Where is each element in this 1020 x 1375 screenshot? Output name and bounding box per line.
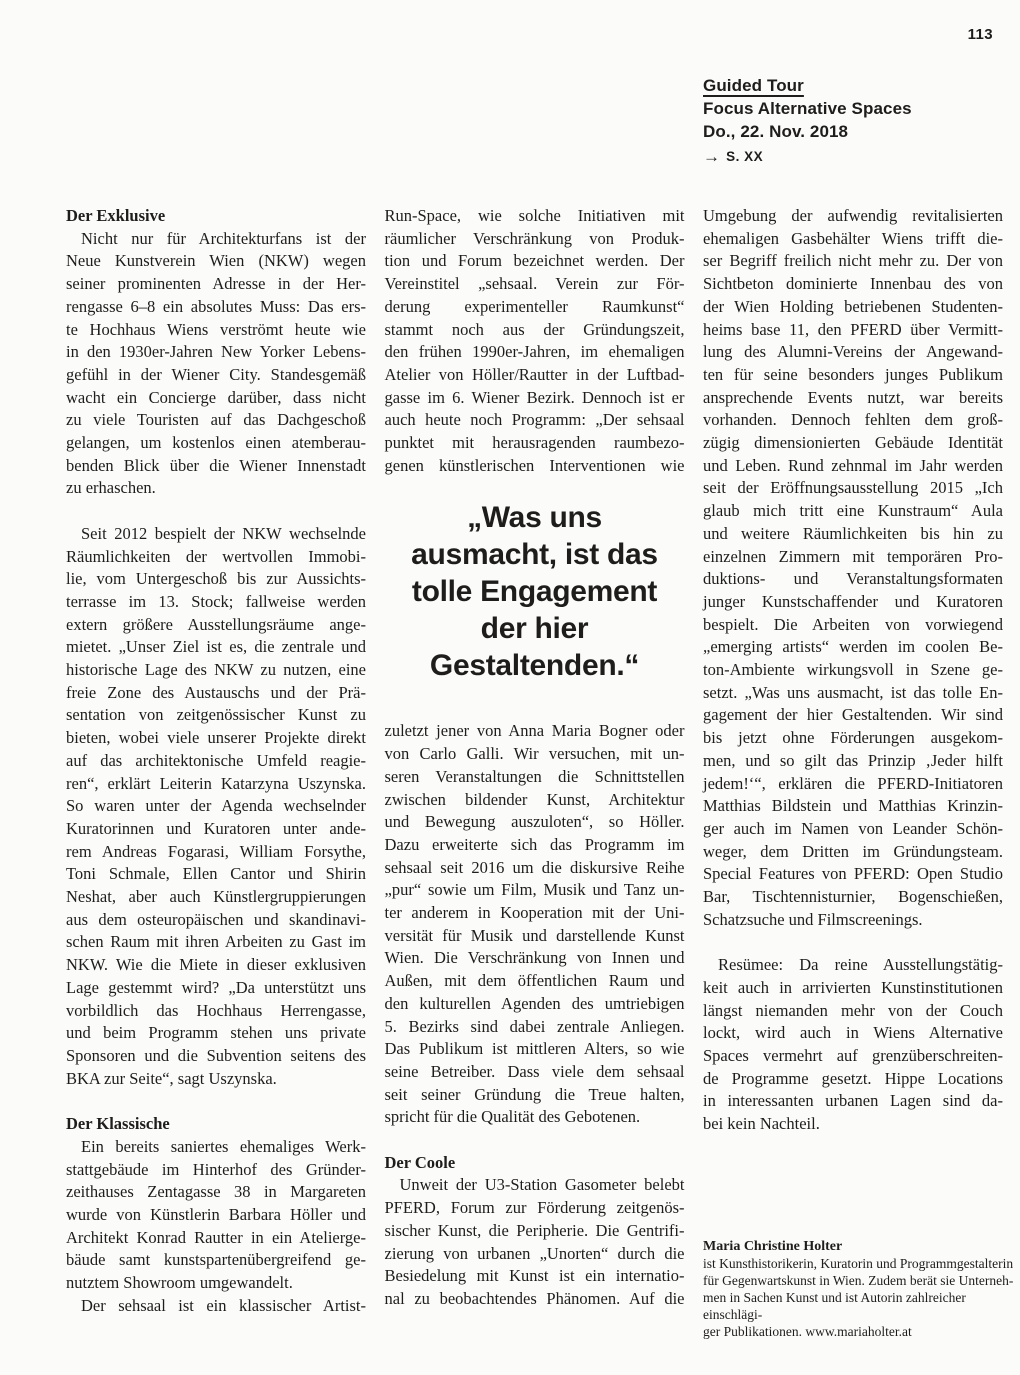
- text-line: von Carlo Galli. Wir versuchen, mit un-: [384, 744, 685, 764]
- paragraph-gap: [66, 1090, 366, 1113]
- text-line: Wien. Die Verschränkung von Innen und: [384, 948, 685, 968]
- text-line: Der sehsaal ist ein klassischer Artist-: [81, 1295, 366, 1315]
- text-line: und beim Programm stehen uns private: [66, 1023, 366, 1043]
- text-line: Nicht nur für Architekturfans ist der: [81, 228, 366, 248]
- text-line: vorhanden. Dennoch fehlten dem groß-: [703, 410, 1003, 430]
- text-line: Neshat, aber auch Künstlergruppierungen: [66, 887, 366, 907]
- text-line: setzt. „Was uns ausmacht, ist das tolle En-: [703, 682, 1003, 702]
- author-name: Maria Christine Holter: [703, 1239, 843, 1254]
- text-line: Toni Schmale, Ellen Cantor und Shirin: [66, 864, 366, 884]
- article-body: [66, 205, 1004, 1317]
- text-line: ansprechende Events nutzt, war bereits: [703, 387, 1003, 407]
- event-subtitle: Focus Alternative Spaces: [703, 99, 912, 118]
- page-reference: [703, 145, 912, 168]
- text-line: ren“, erklärt Leiterin Katarzyna Uszynska.: [66, 773, 366, 793]
- text-line: keit auch in arrivierten Kunstinstitutionen: [703, 977, 1003, 997]
- text-line: räumlicher Verschränkung von Produk-: [384, 228, 685, 248]
- text-line: Lage gestemmt wird? „Da unterstützt uns: [66, 977, 366, 997]
- text-line: Umgebung der aufwendig revitalisierten: [703, 206, 1003, 225]
- paragraph-gap: [703, 932, 1003, 955]
- text-line: in interessanten urbanen Lagen sind da-: [703, 1091, 1003, 1111]
- event-date: Do., 22. Nov. 2018: [703, 122, 849, 141]
- text-line: gefühl in der Wiener City. Standesgemäß: [66, 364, 366, 384]
- text-line: Bar, Tischtennisturnier, Bogenschießen,: [703, 887, 1003, 907]
- author-bio: [703, 1238, 1018, 1340]
- author-bio-text: [703, 1255, 1018, 1340]
- text-line: Außen, mit dem öffentlichen Raum und: [384, 971, 685, 991]
- text-line: auch heute noch Programm: „Der sehsaal: [384, 410, 685, 430]
- text-line: Räumlichkeiten der wertvollen Immobi-: [66, 546, 366, 566]
- text-line: freie Zone des Austauschs und der Prä-: [66, 682, 366, 702]
- text-line: 5. Bezirks sind dabei zentrale Anliegen.: [384, 1016, 685, 1036]
- text-line: derung experimenteller Raumkunst“: [384, 296, 685, 316]
- text-line: ehemaligen Gasbehälter Wiens trifft die-: [703, 228, 1003, 248]
- text-line: den frühen 1990er-Jahren, im ehemaligen: [384, 342, 685, 362]
- text-line: seine Betreiber. Dass viele dem sehsaal: [384, 1061, 685, 1081]
- text-line: bäude samt kunstspartenübergreifend ge-: [66, 1250, 366, 1270]
- text-line: Special Features von PFERD: Open Studio: [703, 864, 1003, 884]
- arrow-right-icon: →: [703, 147, 721, 166]
- text-line: rem Andreas Fogarasi, William Forsythe,: [66, 841, 366, 861]
- text-line: und Bewegung auszuloten“, so Höller.: [384, 812, 685, 832]
- event-header: [703, 74, 912, 168]
- text-line: nutztem Showroom umgewandelt.: [66, 1273, 293, 1293]
- text-line: glaub mich tritt eine Kunstraum“ Aula: [703, 501, 1003, 521]
- text-line: So waren unter der Agenda wechselnder: [66, 796, 366, 816]
- paragraph-gap: [385, 1129, 685, 1152]
- text-line: nal zu beobachtendes Phänomen. Auf die: [384, 1289, 685, 1308]
- text-line: heims base 11, den PFERD über Vermitt-: [703, 319, 1003, 339]
- text-line: gasse im 6. Wiener Bezirk. Dennoch ist er: [384, 387, 685, 407]
- text-line: Run-Space, wie solche Initiativen mit: [384, 206, 685, 225]
- text-line: Dazu erweiterte sich das Programm im: [384, 834, 685, 854]
- text-line: ter anderem in Kooperation mit der Uni-: [384, 903, 685, 923]
- text-line: Spaces vermehrt auf grenzüberschreiten-: [703, 1046, 1003, 1065]
- text-line: sehsaal seit 2016 um die diskursive Reihe: [384, 857, 685, 877]
- section-heading: Der Coole: [384, 1152, 456, 1172]
- text-line: auf das architektonische Umfeld reagie-: [66, 750, 366, 770]
- text-line: vorbildlich das Hochhaus Herrengasse,: [66, 1000, 366, 1020]
- text-line: längst niemanden mehr von der Couch: [703, 1000, 1003, 1020]
- text-line: genen künstlerischen Interventionen wie: [384, 455, 685, 475]
- author-bio-line: ger Publikationen. www.mariaholter.at: [703, 1324, 912, 1339]
- text-line: Kuratorinnen und Kuratoren unter ande-: [66, 818, 366, 838]
- text-line: NKW. Wie die Miete in dieser exklusiven: [66, 955, 366, 975]
- text-line: Neue Kunstverein Wien (NKW) wegen: [66, 251, 366, 271]
- column-1: [66, 205, 366, 1317]
- text-line: zuletzt jener von Anna Maria Bogner oder: [384, 721, 685, 741]
- text-line: stattgebäude im Hinterhof des Gründer-: [66, 1159, 366, 1179]
- text-line: in den 1930er-Jahren New Yorker Lebens-: [66, 342, 366, 362]
- text-line: der Wien Holding betriebenen Studenten-: [703, 296, 1003, 316]
- text-line: Schatzsuche und Filmscreenings.: [703, 909, 923, 929]
- text-line: Matthias Bildstein und Matthias Krinzin-: [703, 796, 1003, 816]
- pull-quote: [385, 499, 685, 684]
- text-line: wacht ein Concierge darüber, dass nicht: [66, 387, 366, 407]
- text-line: wurde von Künstlerin Barbara Höller und: [66, 1204, 366, 1224]
- text-line: gelangen, um kostenlos einen atemberau-: [66, 433, 366, 453]
- pull-quote-line: ausmacht, ist das: [411, 538, 658, 572]
- pull-quote-line: Gestaltenden.“: [429, 649, 640, 683]
- text-line: jedem!‘“, erklären die PFERD-Initiatoren: [703, 773, 1003, 793]
- section-heading: Der Exklusive: [66, 206, 166, 225]
- text-line: und Leben. Rund zehnmal im Jahr werden: [703, 455, 1003, 475]
- text-line: punktet mit herausragenden raumbezo-: [384, 433, 685, 453]
- text-line: Sichtbeton dominierte Innenbau des von: [703, 274, 1003, 294]
- text-line: sischer Kunst, die Peripherie. Die Gentrifi-: [384, 1220, 685, 1240]
- page-reference-label: S. XX: [726, 149, 764, 164]
- text-line: duktions- und Veranstaltungsformaten: [703, 569, 1003, 589]
- text-line: benden Blick über die Wiener Innenstadt: [66, 455, 366, 475]
- column-2: [385, 205, 685, 1317]
- text-line: „emerging artists“ werden im coolen Be-: [703, 637, 1003, 657]
- text-line: „pur“ sowie um Film, Musik und Tanz un-: [384, 880, 685, 900]
- text-line: PFERD, Forum zur Förderung zeitgenös-: [384, 1198, 685, 1218]
- text-line: ton-Ambiente wirkungsvoll in Szene ge-: [703, 660, 1003, 680]
- section-heading: Der Klassische: [66, 1114, 170, 1134]
- text-line: einzelnen Zimmern mit temporären Pro-: [703, 546, 1003, 566]
- author-bio-line: für Gegenwartskunst in Wien. Zudem berät sie Unterneh-: [703, 1273, 1014, 1288]
- text-line: de Programme gesetzt. Hippe Locations: [703, 1068, 1003, 1088]
- text-line: Architekt Konrad Rautter in ein Atelierge-: [66, 1227, 366, 1247]
- text-line: Ein bereits saniertes ehemaliges Werk-: [81, 1136, 366, 1156]
- text-line: bei kein Nachteil.: [703, 1114, 820, 1134]
- text-line: spricht für die Qualität des Gebotenen.: [384, 1107, 641, 1127]
- text-line: rengasse 6–8 ein absolutes Muss: Das ers-: [66, 296, 366, 316]
- text-line: seiner prominenten Adresse in der Her-: [66, 274, 366, 294]
- pull-quote-line: der hier: [480, 612, 589, 646]
- text-line: bespielt. Die Arbeiten von vorwiegend: [703, 614, 1003, 634]
- text-line: Unweit der U3-Station Gasometer belebt: [399, 1175, 685, 1195]
- pull-quote-line: tolle Engagement: [411, 575, 658, 609]
- text-line: zu erhaschen.: [66, 478, 156, 498]
- text-line: junger Kunstschaffender und Kuratoren: [703, 591, 1003, 611]
- text-line: extern größere Ausstellungsräume ange-: [66, 614, 366, 634]
- text-line: bieten, wobei viele unserer Projekte direkt: [66, 728, 366, 748]
- pull-quote-line: „Was uns: [467, 501, 602, 535]
- text-line: bis jetzt ohne Förderungen ausgekom-: [703, 728, 1003, 748]
- text-line: lung des Alumni-Vereins der Angewand-: [703, 342, 1003, 362]
- paragraph-gap: [66, 500, 366, 523]
- text-line: weger, dem Dritten im Gründungsteam.: [703, 841, 1003, 861]
- text-line: zügig dimensionierten Gebäude Identität: [703, 433, 1003, 453]
- event-title: Guided Tour: [703, 76, 804, 95]
- text-line: gagement der hier Gestaltenden. Wir sind: [703, 705, 1003, 725]
- text-line: BKA zur Seite“, sagt Uszynska.: [66, 1068, 277, 1088]
- text-line: ger auch im Namen von Leander Schön-: [703, 818, 1003, 838]
- author-bio-line: ist Kunsthistorikerin, Kuratorin und Programmgestalterin: [703, 1256, 1014, 1271]
- text-line: terrasse im 13. Stock; fallweise werden: [66, 591, 366, 611]
- text-line: schen Raum mit ihren Arbeiten zu Gast im: [66, 932, 366, 952]
- text-line: Das Publikum ist mittleren Alters, so wie: [384, 1039, 685, 1059]
- text-line: tion und Forum bezeichnet werden. Der: [384, 251, 685, 271]
- text-line: Atelier von Höller/Rautter in der Luftbad-: [384, 364, 685, 384]
- text-line: Vereinstitel „sehsaal. Verein zur För-: [384, 274, 685, 294]
- text-line: seren Veranstaltungen die Schnittstellen: [384, 766, 685, 786]
- text-line: Sponsoren und die Subvention seitens des: [66, 1046, 366, 1065]
- text-line: men, und so gilt das Prinzip ‚Jeder hilft: [703, 750, 1003, 770]
- text-line: Seit 2012 bespielt der NKW wechselnde: [81, 523, 366, 543]
- text-line: aus dem osteuropäischen und skandinavi-: [66, 909, 366, 929]
- text-line: lockt, wird auch in Wiens Alternative: [703, 1023, 1003, 1043]
- text-line: lie, vom Untergeschoß bis zur Aussichts-: [66, 569, 366, 589]
- author-bio-line: men in Sachen Kunst und ist Autorin zahlreicher einschlägi-: [703, 1290, 966, 1322]
- text-line: stammt noch aus der Gründungszeit,: [384, 319, 685, 339]
- text-line: seit der Eröffnungsausstellung 2015 „Ich: [703, 478, 1003, 498]
- text-line: ser Begriff freilich nicht mehr zu. Der von: [703, 251, 1003, 271]
- text-line: Besiedelung mit Kunst ist ein internatio-: [384, 1266, 685, 1286]
- text-line: und weitere Räumlichkeiten bis hin zu: [703, 523, 1003, 543]
- text-line: seit seiner Gründung die Treue halten,: [384, 1084, 685, 1104]
- text-line: sentation von zeitgenössischer Kunst zu: [66, 705, 366, 725]
- text-line: mietet. „Unser Ziel ist es, die zentrale und: [66, 637, 366, 657]
- text-line: den kulturellen Agenden des umtriebigen: [384, 993, 685, 1013]
- text-line: te Hochhaus Wiens verströmt heute wie: [66, 319, 366, 339]
- text-line: zierung von urbanen „Unorten“ durch die: [384, 1243, 685, 1263]
- text-line: ten für seine besonders junges Publikum: [703, 364, 1003, 384]
- text-line: zu viele Touristen auf das Dachgeschoß: [66, 410, 366, 430]
- text-line: historische Lage des NKW zu nutzen, eine: [66, 660, 366, 680]
- column-3: [703, 205, 1003, 1317]
- text-line: Resümee: Da reine Ausstellungstätig-: [718, 955, 1003, 975]
- text-line: versität für Musik und darstellende Kunst: [384, 925, 685, 945]
- page-number: 113: [967, 26, 993, 43]
- text-line: zeithauses Zentagasse 38 in Margareten: [66, 1182, 366, 1202]
- text-line: zwischen bildender Kunst, Architektur: [384, 789, 685, 809]
